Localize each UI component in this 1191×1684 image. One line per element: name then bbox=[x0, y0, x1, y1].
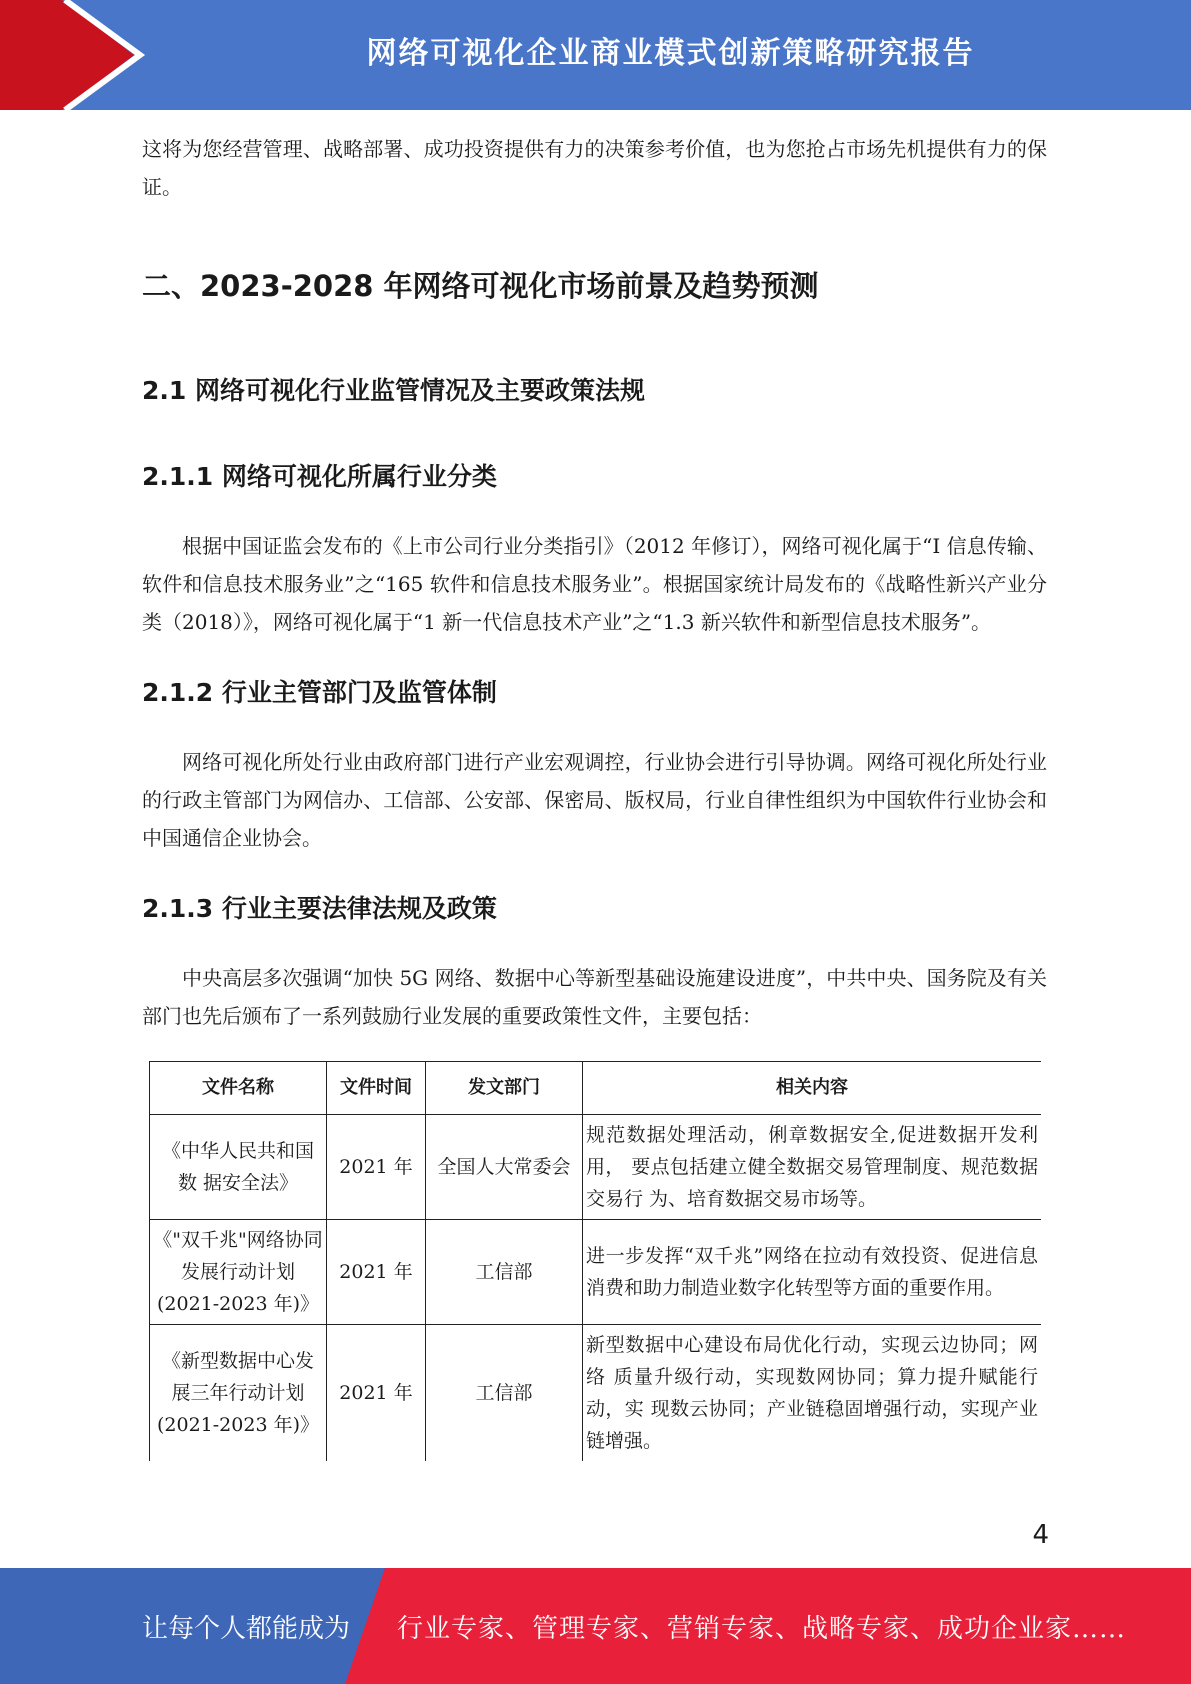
subsection-heading: 2.1 网络可视化行业监管情况及主要政策法规 bbox=[142, 376, 645, 405]
cell-file-name: 《中华人民共和国数 据安全法》 bbox=[150, 1115, 327, 1220]
cell-file-time: 2021 年 bbox=[327, 1115, 426, 1220]
cell-file-name: 《"双千兆"网络协同发展行动计划(2021-2023 年)》 bbox=[150, 1220, 327, 1325]
cell-content: 规范数据处理活动，俐章数据安全,促进数据开发利用， 要点包括建立健全数据交易管理制度、规范数据交易行 为、培育数据交易市场等。 bbox=[583, 1115, 1042, 1220]
intro-paragraph: 这将为您经营管理、战略部署、成功投资提供有力的决策参考价值，也为您抢占市场先机提供有力的保证。 bbox=[142, 137, 1047, 199]
cell-department: 工信部 bbox=[426, 1220, 583, 1325]
heading-2-1-1: 2.1.1 网络可视化所属行业分类 bbox=[142, 462, 497, 491]
paragraph-2-1-1: 根据中国证监会发布的《上市公司行业分类指引》（2012 年修订），网络可视化属于“I 信息传输、软件和信息技术服务业”之“165 软件和信息技术服务业”。根据国家统计局发布的《战略性新兴产业分类（2018）》，网络可视化属于“1 新一代信息技术产业”之“1.3 新兴软件和新型信息技术服务”。 bbox=[142, 534, 1047, 634]
report-title: 网络可视化企业商业模式创新策略研究报告 bbox=[366, 36, 975, 71]
footer-banner bbox=[0, 1568, 1191, 1684]
footer-slogan-left: 让每个人都能成为 bbox=[142, 1613, 351, 1644]
paragraph-2-1-2: 网络可视化所处行业由政府部门进行产业宏观调控，行业协会进行引导协调。网络可视化所处行业的行政主管部门为网信办、工信部、公安部、保密局、版权局，行业自律性组织为中国软件行业协会和中国通信企业协会。 bbox=[142, 750, 1047, 850]
cell-content: 进一步发挥“双千兆”网络在拉动有效投资、促进信息 消费和助力制造业数字化转型等方面的重要作用。 bbox=[583, 1220, 1042, 1325]
footer-slogan-right: 行业专家、管理专家、营销专家、战略专家、成功企业家…… bbox=[397, 1613, 1127, 1644]
cell-file-time: 2021 年 bbox=[327, 1220, 426, 1325]
paragraph-2-1-3: 中央高层多次强调“加快 5G 网络、数据中心等新型基础设施建设进度”，中共中央、国务院及有关部门也先后颁布了一系列鼓励行业发展的重要政策性文件，主要包括： bbox=[142, 966, 1047, 1028]
header-file-name: 文件名称 bbox=[150, 1062, 327, 1115]
page-content bbox=[142, 130, 1047, 1461]
header-banner bbox=[0, 0, 1191, 110]
table-row bbox=[150, 1325, 1042, 1462]
heading-2-1-3: 2.1.3 行业主要法律法规及政策 bbox=[142, 894, 497, 923]
cell-content: 新型数据中心建设布局优化行动，实现云边协同；网络 质量升级行动，实现数网协同；算力提升赋能行动，实 现数云协同；产业链稳固增强行动，实现产业链增强。 bbox=[583, 1325, 1042, 1462]
header-arrow-decoration bbox=[0, 0, 160, 110]
cell-department: 全国人大常委会 bbox=[426, 1115, 583, 1220]
page-number: 4 bbox=[1032, 1520, 1049, 1550]
table-header-row bbox=[150, 1062, 1042, 1115]
table-row bbox=[150, 1115, 1042, 1220]
cell-department: 工信部 bbox=[426, 1325, 583, 1462]
cell-file-time: 2021 年 bbox=[327, 1325, 426, 1462]
table-row bbox=[150, 1220, 1042, 1325]
header-department: 发文部门 bbox=[426, 1062, 583, 1115]
policy-table bbox=[149, 1061, 1041, 1461]
header-file-time: 文件时间 bbox=[327, 1062, 426, 1115]
heading-2-1-2: 2.1.2 行业主管部门及监管体制 bbox=[142, 678, 497, 707]
header-content: 相关内容 bbox=[583, 1062, 1042, 1115]
cell-file-name: 《新型数据中心发展三年行动计划(2021-2023 年)》 bbox=[150, 1325, 327, 1462]
section-heading: 二、2023-2028 年网络可视化市场前景及趋势预测 bbox=[142, 269, 819, 303]
